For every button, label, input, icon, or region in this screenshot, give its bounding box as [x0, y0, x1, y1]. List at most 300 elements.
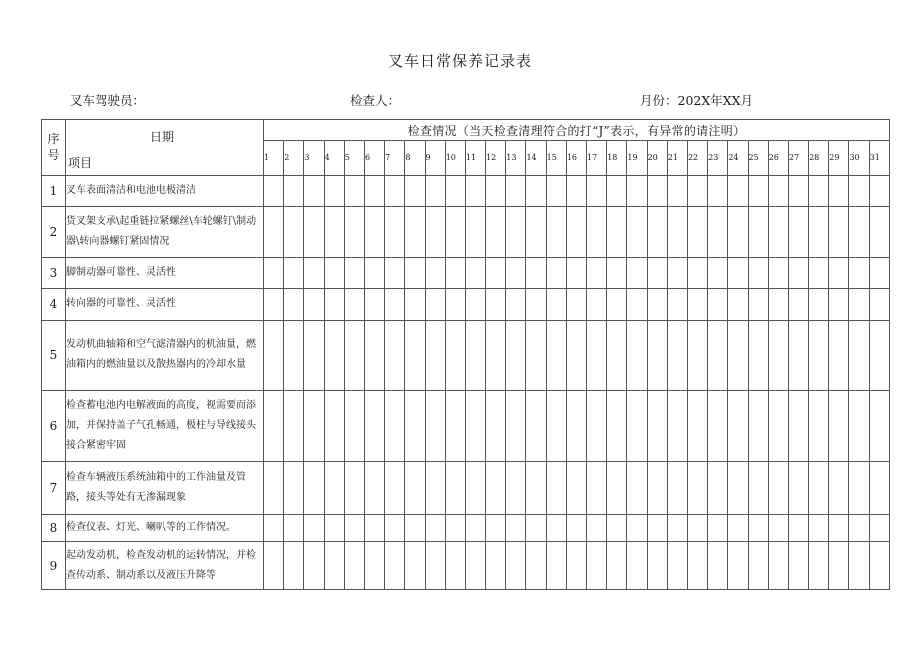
check-cell-day-20[interactable] — [647, 289, 667, 320]
check-cell-day-12[interactable] — [486, 289, 506, 320]
check-cell-day-3[interactable] — [304, 175, 324, 206]
check-cell-day-23[interactable] — [708, 289, 728, 320]
check-cell-day-27[interactable] — [788, 289, 808, 320]
check-cell-day-14[interactable] — [526, 320, 546, 391]
row-number: 7 — [42, 462, 66, 515]
check-cell-day-6[interactable] — [364, 542, 384, 590]
check-cell-day-10[interactable] — [445, 542, 465, 590]
check-cell-day-21[interactable] — [667, 257, 687, 288]
check-cell-day-8[interactable] — [405, 175, 425, 206]
check-cell-day-28[interactable] — [809, 462, 829, 515]
month-label: 月份：202X年XX月 — [640, 93, 754, 108]
check-cell-day-22[interactable] — [687, 514, 707, 541]
check-cell-day-26[interactable] — [768, 391, 788, 462]
check-cell-day-1[interactable] — [264, 207, 284, 258]
check-cell-day-12[interactable] — [486, 391, 506, 462]
check-cell-day-19[interactable] — [627, 514, 647, 541]
check-cell-day-17[interactable] — [587, 257, 607, 288]
check-cell-day-20[interactable] — [647, 320, 667, 391]
check-cell-day-27[interactable] — [788, 175, 808, 206]
check-cell-day-10[interactable] — [445, 175, 465, 206]
check-cell-day-7[interactable] — [385, 207, 405, 258]
check-cell-day-5[interactable] — [344, 207, 364, 258]
check-cell-day-27[interactable] — [788, 514, 808, 541]
check-cell-day-24[interactable] — [728, 320, 748, 391]
check-cell-day-6[interactable] — [364, 391, 384, 462]
check-cell-day-8[interactable] — [405, 391, 425, 462]
check-cell-day-11[interactable] — [465, 175, 485, 206]
check-cell-day-19[interactable] — [627, 257, 647, 288]
check-cell-day-10[interactable] — [445, 289, 465, 320]
check-cell-day-26[interactable] — [768, 207, 788, 258]
check-cell-day-3[interactable] — [304, 391, 324, 462]
check-cell-day-9[interactable] — [425, 289, 445, 320]
day-header-1: 1 — [264, 141, 284, 175]
check-cell-day-18[interactable] — [607, 391, 627, 462]
check-cell-day-7[interactable] — [385, 462, 405, 515]
check-cell-day-18[interactable] — [607, 175, 627, 206]
check-cell-day-18[interactable] — [607, 289, 627, 320]
check-cell-day-14[interactable] — [526, 175, 546, 206]
check-cell-day-13[interactable] — [506, 207, 526, 258]
check-cell-day-18[interactable] — [607, 207, 627, 258]
check-cell-day-29[interactable] — [829, 289, 849, 320]
check-cell-day-21[interactable] — [667, 462, 687, 515]
check-cell-day-15[interactable] — [546, 320, 566, 391]
check-cell-day-16[interactable] — [566, 320, 586, 391]
check-cell-day-8[interactable] — [405, 542, 425, 590]
check-cell-day-3[interactable] — [304, 542, 324, 590]
check-cell-day-31[interactable] — [869, 514, 889, 541]
check-cell-day-22[interactable] — [687, 175, 707, 206]
check-cell-day-28[interactable] — [809, 289, 829, 320]
check-cell-day-1[interactable] — [264, 462, 284, 515]
check-cell-day-17[interactable] — [587, 320, 607, 391]
check-cell-day-17[interactable] — [587, 514, 607, 541]
check-cell-day-31[interactable] — [869, 257, 889, 288]
check-cell-day-4[interactable] — [324, 462, 344, 515]
day-header-17: 17 — [587, 141, 607, 175]
check-cell-day-24[interactable] — [728, 514, 748, 541]
check-cell-day-7[interactable] — [385, 175, 405, 206]
check-cell-day-23[interactable] — [708, 391, 728, 462]
check-cell-day-30[interactable] — [849, 542, 869, 590]
check-cell-day-18[interactable] — [607, 514, 627, 541]
check-cell-day-1[interactable] — [264, 257, 284, 288]
check-cell-day-3[interactable] — [304, 462, 324, 515]
check-cell-day-11[interactable] — [465, 289, 485, 320]
check-cell-day-23[interactable] — [708, 514, 728, 541]
check-cell-day-19[interactable] — [627, 462, 647, 515]
check-cell-day-10[interactable] — [445, 320, 465, 391]
check-cell-day-29[interactable] — [829, 462, 849, 515]
check-cell-day-13[interactable] — [506, 391, 526, 462]
check-cell-day-31[interactable] — [869, 542, 889, 590]
check-cell-day-29[interactable] — [829, 391, 849, 462]
check-cell-day-25[interactable] — [748, 391, 768, 462]
check-cell-day-22[interactable] — [687, 320, 707, 391]
check-cell-day-17[interactable] — [587, 289, 607, 320]
check-cell-day-14[interactable] — [526, 514, 546, 541]
check-cell-day-9[interactable] — [425, 391, 445, 462]
check-cell-day-23[interactable] — [708, 207, 728, 258]
check-cell-day-12[interactable] — [486, 462, 506, 515]
check-cell-day-28[interactable] — [809, 391, 829, 462]
check-cell-day-17[interactable] — [587, 462, 607, 515]
check-cell-day-12[interactable] — [486, 542, 506, 590]
check-cell-day-31[interactable] — [869, 462, 889, 515]
check-cell-day-25[interactable] — [748, 289, 768, 320]
check-cell-day-19[interactable] — [627, 542, 647, 590]
check-cell-day-19[interactable] — [627, 175, 647, 206]
check-cell-day-3[interactable] — [304, 320, 324, 391]
check-cell-day-9[interactable] — [425, 542, 445, 590]
check-cell-day-4[interactable] — [324, 207, 344, 258]
check-cell-day-23[interactable] — [708, 542, 728, 590]
check-cell-day-10[interactable] — [445, 207, 465, 258]
check-cell-day-20[interactable] — [647, 207, 667, 258]
check-cell-day-20[interactable] — [647, 175, 667, 206]
check-cell-day-11[interactable] — [465, 320, 485, 391]
check-cell-day-30[interactable] — [849, 207, 869, 258]
day-header-11: 11 — [465, 141, 485, 175]
check-cell-day-17[interactable] — [587, 391, 607, 462]
check-cell-day-13[interactable] — [506, 257, 526, 288]
check-cell-day-28[interactable] — [809, 207, 829, 258]
check-cell-day-17[interactable] — [587, 175, 607, 206]
check-cell-day-8[interactable] — [405, 320, 425, 391]
check-cell-day-16[interactable] — [566, 542, 586, 590]
check-cell-day-22[interactable] — [687, 289, 707, 320]
check-cell-day-2[interactable] — [284, 207, 304, 258]
check-cell-day-26[interactable] — [768, 462, 788, 515]
check-cell-day-21[interactable] — [667, 391, 687, 462]
check-cell-day-21[interactable] — [667, 175, 687, 206]
check-cell-day-18[interactable] — [607, 257, 627, 288]
check-cell-day-11[interactable] — [465, 257, 485, 288]
table-row — [42, 320, 890, 391]
check-cell-day-3[interactable] — [304, 207, 324, 258]
check-cell-day-2[interactable] — [284, 257, 304, 288]
check-cell-day-5[interactable] — [344, 542, 364, 590]
check-cell-day-14[interactable] — [526, 289, 546, 320]
check-cell-day-14[interactable] — [526, 207, 546, 258]
check-cell-day-23[interactable] — [708, 320, 728, 391]
check-cell-day-15[interactable] — [546, 514, 566, 541]
check-cell-day-15[interactable] — [546, 391, 566, 462]
check-cell-day-23[interactable] — [708, 462, 728, 515]
check-cell-day-22[interactable] — [687, 207, 707, 258]
check-cell-day-2[interactable] — [284, 391, 304, 462]
day-header-26: 26 — [768, 141, 788, 175]
check-cell-day-6[interactable] — [364, 207, 384, 258]
check-cell-day-25[interactable] — [748, 542, 768, 590]
check-cell-day-8[interactable] — [405, 207, 425, 258]
check-cell-day-31[interactable] — [869, 175, 889, 206]
check-cell-day-1[interactable] — [264, 320, 284, 391]
check-cell-day-2[interactable] — [284, 289, 304, 320]
check-cell-day-26[interactable] — [768, 289, 788, 320]
check-cell-day-14[interactable] — [526, 257, 546, 288]
check-cell-day-13[interactable] — [506, 289, 526, 320]
check-cell-day-31[interactable] — [869, 391, 889, 462]
day-header-24: 24 — [728, 141, 748, 175]
check-cell-day-30[interactable] — [849, 320, 869, 391]
check-cell-day-15[interactable] — [546, 175, 566, 206]
check-cell-day-16[interactable] — [566, 257, 586, 288]
check-cell-day-6[interactable] — [364, 462, 384, 515]
check-cell-day-8[interactable] — [405, 462, 425, 515]
check-cell-day-11[interactable] — [465, 462, 485, 515]
check-cell-day-14[interactable] — [526, 391, 546, 462]
check-cell-day-8[interactable] — [405, 257, 425, 288]
check-cell-day-10[interactable] — [445, 391, 465, 462]
check-cell-day-1[interactable] — [264, 289, 284, 320]
check-cell-day-30[interactable] — [849, 289, 869, 320]
check-cell-day-28[interactable] — [809, 542, 829, 590]
check-cell-day-19[interactable] — [627, 289, 647, 320]
check-cell-day-6[interactable] — [364, 320, 384, 391]
check-cell-day-1[interactable] — [264, 514, 284, 541]
check-cell-day-15[interactable] — [546, 289, 566, 320]
check-cell-day-17[interactable] — [587, 207, 607, 258]
check-cell-day-2[interactable] — [284, 514, 304, 541]
check-cell-day-4[interactable] — [324, 175, 344, 206]
check-cell-day-15[interactable] — [546, 257, 566, 288]
check-cell-day-27[interactable] — [788, 462, 808, 515]
check-cell-day-22[interactable] — [687, 257, 707, 288]
check-cell-day-20[interactable] — [647, 257, 667, 288]
check-cell-day-28[interactable] — [809, 320, 829, 391]
check-cell-day-21[interactable] — [667, 320, 687, 391]
check-cell-day-24[interactable] — [728, 542, 748, 590]
check-cell-day-15[interactable] — [546, 542, 566, 590]
day-header-6: 6 — [364, 141, 384, 175]
check-cell-day-4[interactable] — [324, 391, 344, 462]
check-cell-day-27[interactable] — [788, 320, 808, 391]
check-cell-day-14[interactable] — [526, 462, 546, 515]
check-cell-day-12[interactable] — [486, 257, 506, 288]
check-cell-day-27[interactable] — [788, 391, 808, 462]
check-cell-day-5[interactable] — [344, 257, 364, 288]
row-item: 发动机曲轴箱和空气滤清器内的机油量，燃油箱内的燃油量以及散热器内的冷却水量 — [66, 320, 264, 391]
check-cell-day-19[interactable] — [627, 207, 647, 258]
check-cell-day-14[interactable] — [526, 542, 546, 590]
check-cell-day-12[interactable] — [486, 514, 506, 541]
check-cell-day-6[interactable] — [364, 514, 384, 541]
check-cell-day-26[interactable] — [768, 514, 788, 541]
check-cell-day-30[interactable] — [849, 514, 869, 541]
row-number: 9 — [42, 542, 66, 590]
check-cell-day-15[interactable] — [546, 462, 566, 515]
check-cell-day-11[interactable] — [465, 542, 485, 590]
check-cell-day-2[interactable] — [284, 175, 304, 206]
check-cell-day-29[interactable] — [829, 207, 849, 258]
check-cell-day-21[interactable] — [667, 289, 687, 320]
check-cell-day-7[interactable] — [385, 257, 405, 288]
check-cell-day-24[interactable] — [728, 175, 748, 206]
check-cell-day-24[interactable] — [728, 289, 748, 320]
check-cell-day-8[interactable] — [405, 514, 425, 541]
check-cell-day-11[interactable] — [465, 207, 485, 258]
row-number: 2 — [42, 207, 66, 258]
check-cell-day-9[interactable] — [425, 320, 445, 391]
check-cell-day-4[interactable] — [324, 542, 344, 590]
check-cell-day-15[interactable] — [546, 207, 566, 258]
check-cell-day-19[interactable] — [627, 320, 647, 391]
check-cell-day-20[interactable] — [647, 462, 667, 515]
check-cell-day-13[interactable] — [506, 175, 526, 206]
check-cell-day-10[interactable] — [445, 257, 465, 288]
check-cell-day-8[interactable] — [405, 289, 425, 320]
check-cell-day-18[interactable] — [607, 320, 627, 391]
driver-label: 叉车驾驶员： — [70, 93, 146, 108]
check-cell-day-2[interactable] — [284, 542, 304, 590]
check-cell-day-25[interactable] — [748, 257, 768, 288]
check-cell-day-28[interactable] — [809, 257, 829, 288]
check-cell-day-7[interactable] — [385, 289, 405, 320]
check-cell-day-20[interactable] — [647, 542, 667, 590]
check-cell-day-5[interactable] — [344, 175, 364, 206]
check-cell-day-27[interactable] — [788, 542, 808, 590]
check-cell-day-21[interactable] — [667, 514, 687, 541]
check-cell-day-30[interactable] — [849, 391, 869, 462]
check-cell-day-10[interactable] — [445, 462, 465, 515]
check-cell-day-24[interactable] — [728, 257, 748, 288]
check-cell-day-26[interactable] — [768, 257, 788, 288]
check-cell-day-7[interactable] — [385, 514, 405, 541]
check-cell-day-1[interactable] — [264, 542, 284, 590]
check-cell-day-16[interactable] — [566, 289, 586, 320]
check-cell-day-16[interactable] — [566, 391, 586, 462]
check-cell-day-28[interactable] — [809, 175, 829, 206]
check-cell-day-18[interactable] — [607, 542, 627, 590]
day-header-4: 4 — [324, 141, 344, 175]
check-cell-day-5[interactable] — [344, 514, 364, 541]
check-cell-day-4[interactable] — [324, 514, 344, 541]
check-cell-day-30[interactable] — [849, 462, 869, 515]
check-cell-day-1[interactable] — [264, 391, 284, 462]
check-cell-day-2[interactable] — [284, 462, 304, 515]
check-cell-day-16[interactable] — [566, 175, 586, 206]
check-cell-day-4[interactable] — [324, 289, 344, 320]
check-cell-day-16[interactable] — [566, 462, 586, 515]
check-cell-day-27[interactable] — [788, 257, 808, 288]
check-cell-day-29[interactable] — [829, 320, 849, 391]
check-cell-day-2[interactable] — [284, 320, 304, 391]
check-cell-day-5[interactable] — [344, 320, 364, 391]
check-cell-day-6[interactable] — [364, 257, 384, 288]
check-cell-day-21[interactable] — [667, 207, 687, 258]
check-cell-day-31[interactable] — [869, 207, 889, 258]
check-cell-day-20[interactable] — [647, 514, 667, 541]
check-cell-day-30[interactable] — [849, 257, 869, 288]
check-cell-day-9[interactable] — [425, 207, 445, 258]
check-cell-day-13[interactable] — [506, 320, 526, 391]
check-cell-day-9[interactable] — [425, 257, 445, 288]
check-cell-day-9[interactable] — [425, 462, 445, 515]
check-cell-day-25[interactable] — [748, 175, 768, 206]
check-cell-day-12[interactable] — [486, 175, 506, 206]
check-cell-day-6[interactable] — [364, 289, 384, 320]
day-header-5: 5 — [344, 141, 364, 175]
check-cell-day-26[interactable] — [768, 542, 788, 590]
check-cell-day-10[interactable] — [445, 514, 465, 541]
check-cell-day-13[interactable] — [506, 542, 526, 590]
no-header — [42, 120, 66, 176]
check-cell-day-7[interactable] — [385, 391, 405, 462]
check-cell-day-4[interactable] — [324, 257, 344, 288]
check-cell-day-27[interactable] — [788, 207, 808, 258]
check-cell-day-17[interactable] — [587, 542, 607, 590]
check-cell-day-23[interactable] — [708, 257, 728, 288]
check-cell-day-11[interactable] — [465, 391, 485, 462]
check-cell-day-18[interactable] — [607, 462, 627, 515]
check-cell-day-12[interactable] — [486, 207, 506, 258]
check-cell-day-19[interactable] — [627, 391, 647, 462]
check-cell-day-25[interactable] — [748, 514, 768, 541]
check-cell-day-29[interactable] — [829, 542, 849, 590]
check-cell-day-31[interactable] — [869, 289, 889, 320]
check-cell-day-28[interactable] — [809, 514, 829, 541]
check-cell-day-24[interactable] — [728, 391, 748, 462]
check-cell-day-7[interactable] — [385, 542, 405, 590]
check-cell-day-25[interactable] — [748, 207, 768, 258]
check-cell-day-4[interactable] — [324, 320, 344, 391]
check-cell-day-30[interactable] — [849, 175, 869, 206]
check-cell-day-25[interactable] — [748, 320, 768, 391]
day-header-8: 8 — [405, 141, 425, 175]
check-cell-day-22[interactable] — [687, 542, 707, 590]
check-cell-day-3[interactable] — [304, 514, 324, 541]
check-cell-day-5[interactable] — [344, 462, 364, 515]
check-cell-day-20[interactable] — [647, 391, 667, 462]
check-cell-day-21[interactable] — [667, 542, 687, 590]
check-cell-day-5[interactable] — [344, 391, 364, 462]
check-cell-day-29[interactable] — [829, 514, 849, 541]
check-cell-day-12[interactable] — [486, 320, 506, 391]
date-header-label: 日期 — [150, 130, 175, 144]
row-number: 3 — [42, 257, 66, 288]
check-cell-day-26[interactable] — [768, 175, 788, 206]
check-cell-day-9[interactable] — [425, 514, 445, 541]
check-cell-day-5[interactable] — [344, 289, 364, 320]
check-cell-day-24[interactable] — [728, 207, 748, 258]
check-cell-day-22[interactable] — [687, 391, 707, 462]
check-cell-day-26[interactable] — [768, 320, 788, 391]
item-header-label: 项目 — [68, 155, 93, 170]
check-cell-day-3[interactable] — [304, 289, 324, 320]
check-cell-day-3[interactable] — [304, 257, 324, 288]
check-cell-day-31[interactable] — [869, 320, 889, 391]
check-cell-day-7[interactable] — [385, 320, 405, 391]
check-cell-day-29[interactable] — [829, 175, 849, 206]
check-cell-day-16[interactable] — [566, 207, 586, 258]
check-cell-day-24[interactable] — [728, 462, 748, 515]
check-cell-day-13[interactable] — [506, 462, 526, 515]
check-cell-day-1[interactable] — [264, 175, 284, 206]
check-cell-day-11[interactable] — [465, 514, 485, 541]
check-cell-day-13[interactable] — [506, 514, 526, 541]
check-cell-day-29[interactable] — [829, 257, 849, 288]
check-cell-day-9[interactable] — [425, 175, 445, 206]
check-cell-day-6[interactable] — [364, 175, 384, 206]
check-cell-day-16[interactable] — [566, 514, 586, 541]
check-cell-day-23[interactable] — [708, 175, 728, 206]
form-title: 叉车日常保养记录表 — [387, 52, 532, 70]
check-cell-day-22[interactable] — [687, 462, 707, 515]
check-cell-day-25[interactable] — [748, 462, 768, 515]
